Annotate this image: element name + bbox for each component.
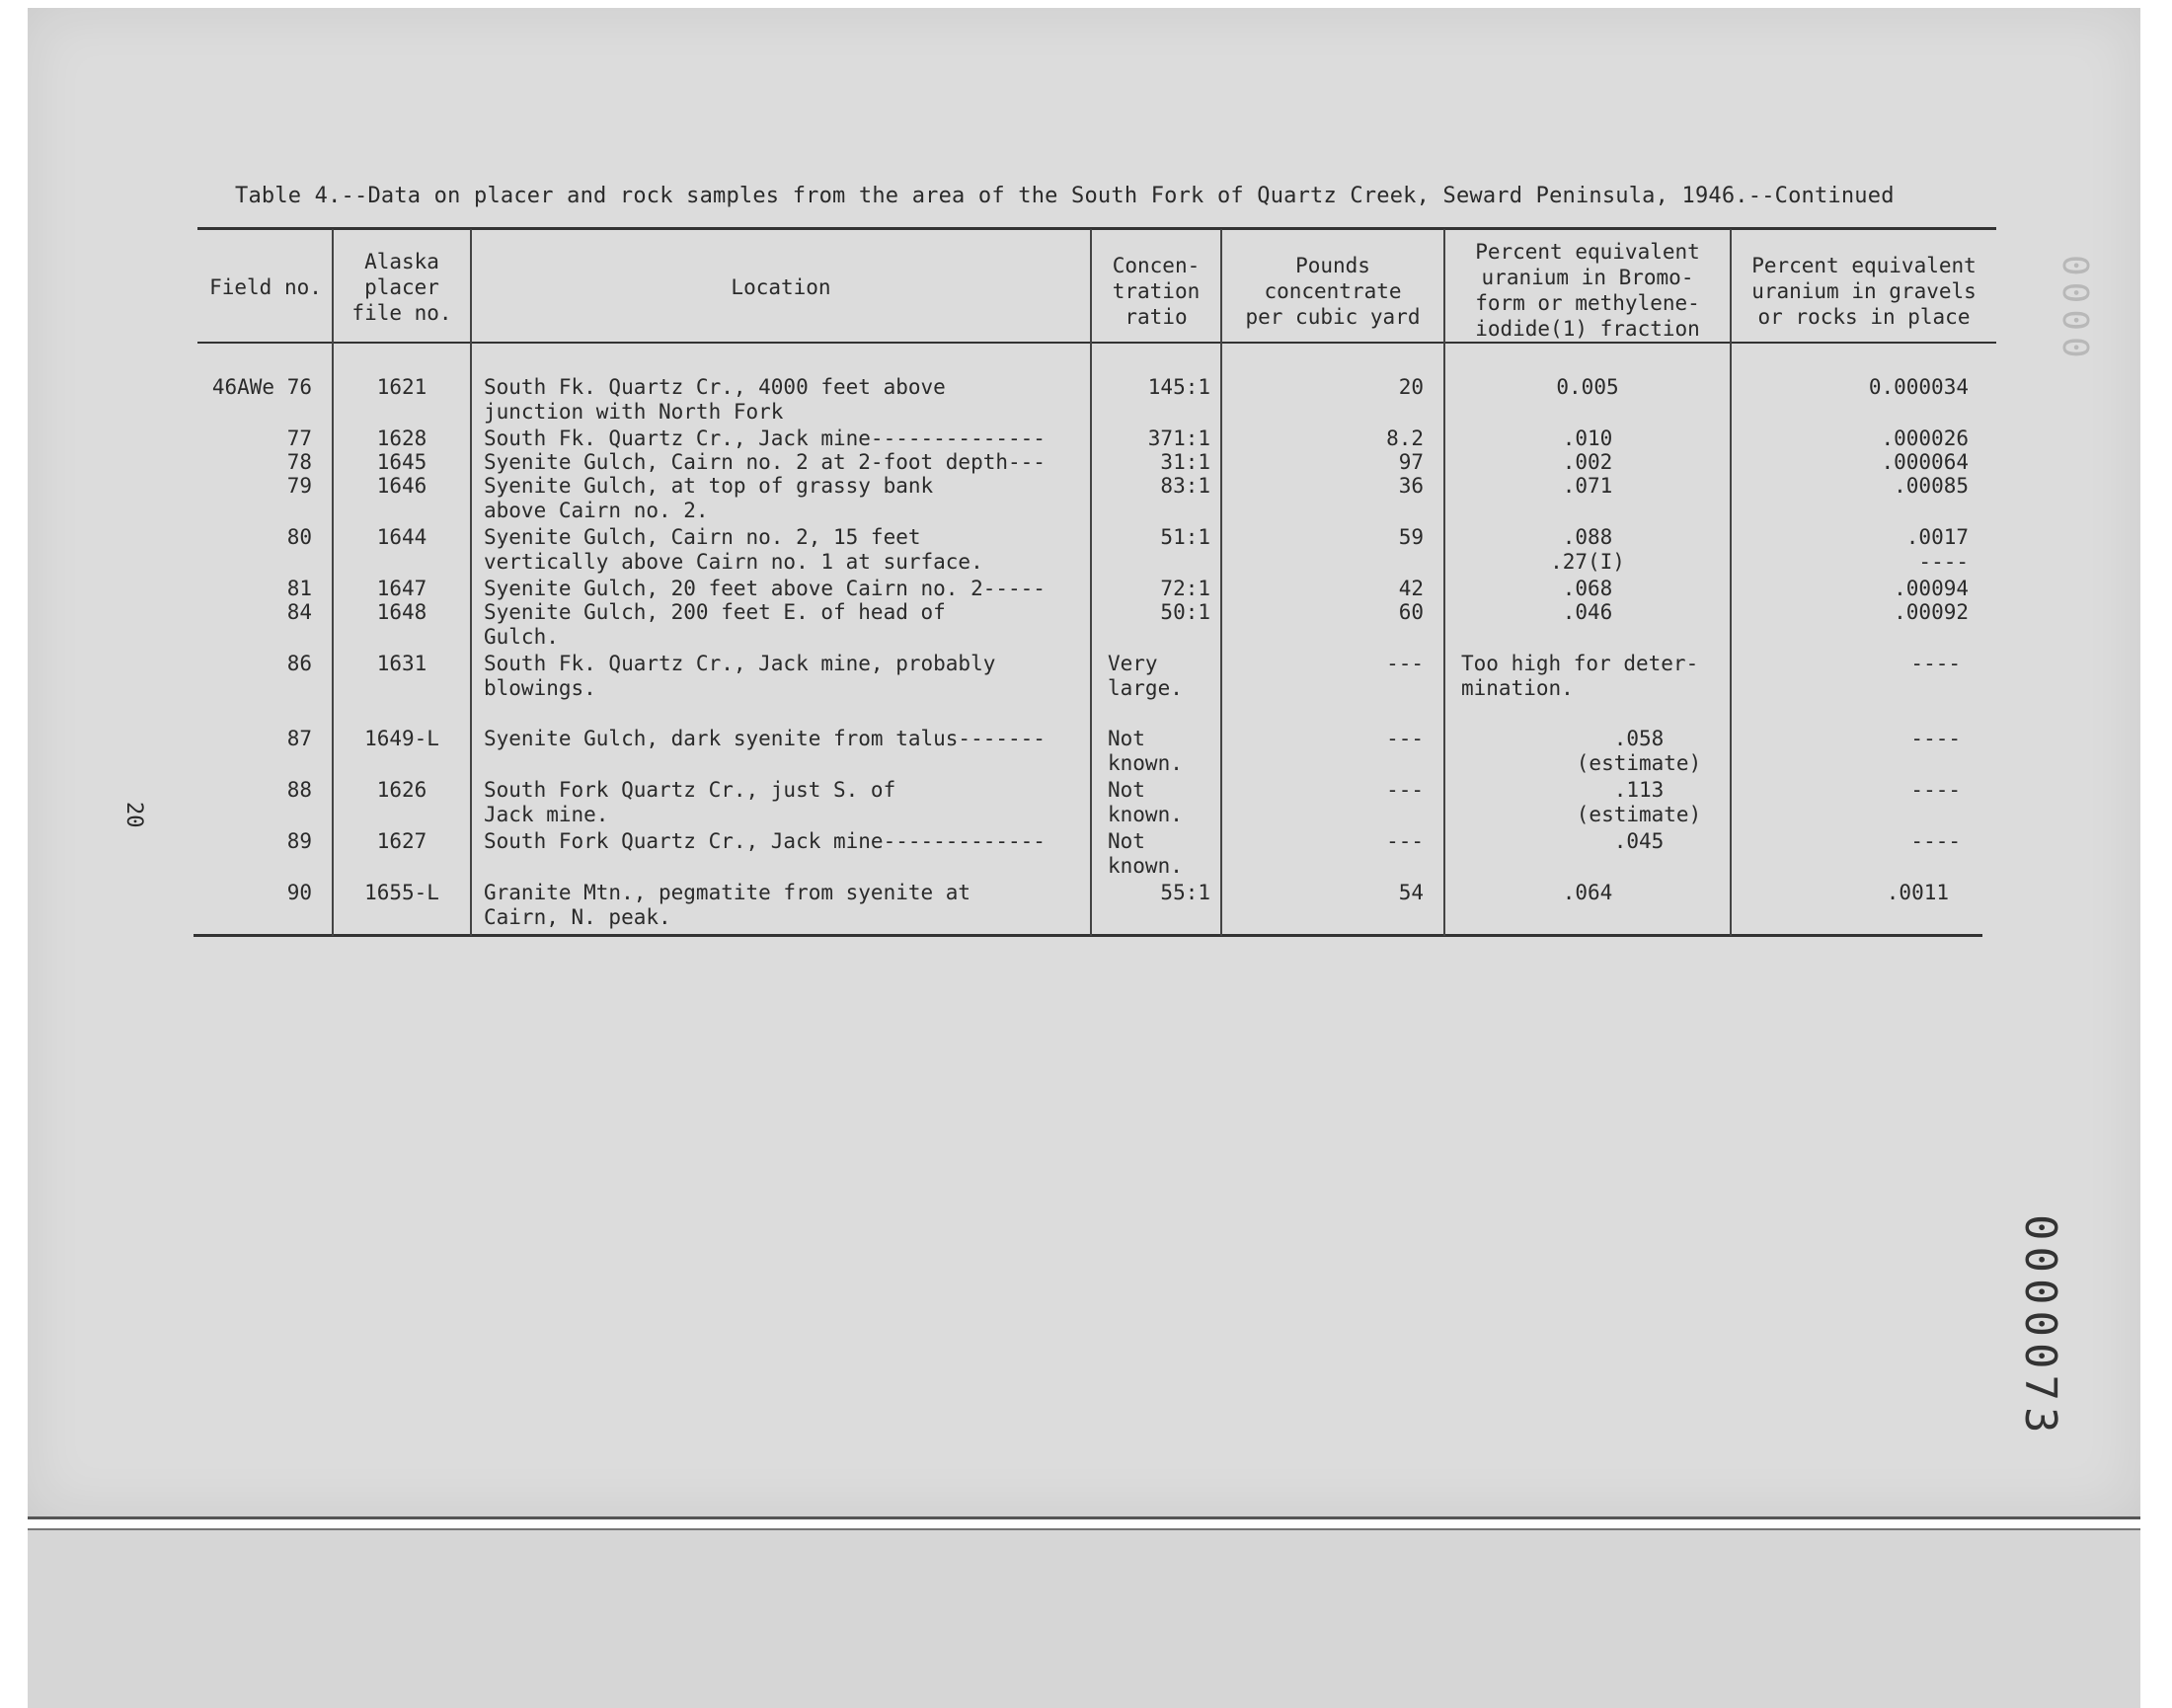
cell-field-no: 77 (286, 427, 312, 450)
cell-gravels: .000064 (1881, 450, 1969, 474)
cell-location: Syenite Gulch, 200 feet E. of head of Gulch. (484, 600, 946, 649)
cell-field-no: 46AWe 76 (211, 375, 312, 399)
cell-placer-file: 1627 (376, 829, 427, 853)
cell-gravels: .000026 (1881, 427, 1969, 450)
cell-location: Syenite Gulch, dark syenite from talus------- (484, 727, 1046, 750)
cell-fraction: .064 (1562, 881, 1613, 904)
cell-pounds: 54 (1398, 881, 1424, 904)
cell-location: South Fork Quartz Cr., just S. of Jack mine. (484, 778, 896, 826)
cell-field-no: 84 (286, 600, 312, 624)
cell-pounds: 20 (1398, 375, 1424, 399)
cell-pounds: 36 (1398, 474, 1424, 498)
header-field-no: Field no. (209, 275, 322, 299)
cell-pounds: --- (1386, 727, 1424, 750)
cell-fraction: .071 (1562, 474, 1613, 498)
cell-fraction: .088 .27(I) (1550, 525, 1625, 574)
cell-gravels: .0011 (1886, 881, 1949, 904)
document-stamp-number: 0000073 (2015, 1214, 2065, 1439)
cell-pounds: 97 (1398, 450, 1424, 474)
cell-gravels: ---- (1910, 727, 1961, 750)
cell-placer-file: 1631 (376, 652, 427, 675)
cell-field-no: 78 (286, 450, 312, 474)
cell-location: Syenite Gulch, Cairn no. 2, 15 feet vertically above Cairn no. 1 at surface. (484, 525, 983, 574)
cell-placer-file: 1647 (376, 577, 427, 600)
cell-field-no: 80 (286, 525, 312, 549)
header-placer-file: Alaska placer file no. (351, 250, 452, 325)
cell-ratio: 72:1 (1160, 577, 1210, 600)
cell-fraction: .002 (1562, 450, 1613, 474)
cell-field-no: 88 (286, 778, 312, 802)
cell-gravels: .00094 (1894, 577, 1969, 600)
cell-location: South Fork Quartz Cr., Jack mine------------- (484, 829, 1046, 853)
header-percent-gravels: Percent equivalent uranium in gravels or rocks in place (1751, 254, 1977, 329)
cell-pounds: --- (1386, 829, 1424, 853)
cell-gravels: ---- (1910, 829, 1961, 853)
cell-pounds: 60 (1398, 600, 1424, 624)
cell-ratio: 145:1 (1147, 375, 1210, 399)
cell-location: Granite Mtn., pegmatite from syenite at Cairn, N. peak. (484, 881, 971, 929)
column-divider (470, 229, 472, 936)
cell-fraction: 0.005 (1556, 375, 1619, 399)
cell-placer-file: 1621 (376, 375, 427, 399)
cell-ratio: 50:1 (1160, 600, 1210, 624)
cell-placer-file: 1646 (376, 474, 427, 498)
cell-ratio: Not known. (1108, 727, 1183, 775)
cell-pounds: 8.2 (1386, 427, 1424, 450)
header-location: Location (731, 275, 831, 299)
cell-fraction: .058 (estimate) (1576, 727, 1702, 775)
cell-gravels: 0.000034 (1868, 375, 1969, 399)
cell-gravels: .00092 (1894, 600, 1969, 624)
cell-placer-file: 1645 (376, 450, 427, 474)
cell-ratio: 83:1 (1160, 474, 1210, 498)
cell-placer-file: 1628 (376, 427, 427, 450)
cell-ratio: Not known. (1108, 778, 1183, 826)
faded-stamp-number: 0000 (2055, 255, 2095, 364)
cell-pounds: 42 (1398, 577, 1424, 600)
cell-fraction: .068 (1562, 577, 1613, 600)
cell-location: South Fk. Quartz Cr., Jack mine, probably blowings. (484, 652, 996, 700)
header-concentration-ratio: Concen- tration ratio (1112, 254, 1201, 329)
cell-placer-file: 1644 (376, 525, 427, 549)
cell-field-no: 90 (286, 881, 312, 904)
cell-gravels: ---- (1910, 652, 1961, 675)
cell-ratio: 51:1 (1160, 525, 1210, 549)
cell-field-no: 87 (286, 727, 312, 750)
cell-placer-file: 1648 (376, 600, 427, 624)
cell-pounds: --- (1386, 778, 1424, 802)
table-bottom-rule (194, 934, 1982, 937)
cell-field-no: 89 (286, 829, 312, 853)
cell-location: Syenite Gulch, at top of grassy bank above Cairn no. 2. (484, 474, 934, 522)
cell-placer-file: 1626 (376, 778, 427, 802)
document-page (28, 8, 2140, 1519)
cell-gravels: .00085 (1894, 474, 1969, 498)
cell-fraction: .113 (estimate) (1576, 778, 1702, 826)
cell-ratio: 55:1 (1160, 881, 1210, 904)
cell-fraction: .046 (1562, 600, 1613, 624)
cell-location: South Fk. Quartz Cr., Jack mine-------------- (484, 427, 1046, 450)
next-page-edge (28, 1528, 2140, 1708)
cell-fraction: .010 (1562, 427, 1613, 450)
cell-location: Syenite Gulch, 20 feet above Cairn no. 2----- (484, 577, 1046, 600)
cell-ratio: Not known. (1108, 829, 1183, 878)
cell-gravels: .0017 ---- (1905, 525, 1969, 574)
cell-placer-file: 1655-L (364, 881, 439, 904)
cell-pounds: --- (1386, 652, 1424, 675)
cell-pounds: 59 (1398, 525, 1424, 549)
cell-field-no: 79 (286, 474, 312, 498)
cell-fraction: Too high for deter- mination. (1461, 652, 1699, 700)
cell-ratio: 371:1 (1147, 427, 1210, 450)
cell-placer-file: 1649-L (364, 727, 439, 750)
cell-fraction: .045 (1613, 829, 1665, 853)
header-bottom-rule (197, 342, 1996, 344)
cell-field-no: 86 (286, 652, 312, 675)
cell-field-no: 81 (286, 577, 312, 600)
cell-ratio: Very large. (1108, 652, 1183, 700)
cell-ratio: 31:1 (1160, 450, 1210, 474)
cell-location: Syenite Gulch, Cairn no. 2 at 2-foot depth--- (484, 450, 1046, 474)
header-percent-fraction: Percent equivalent uranium in Bromo- form or methylene- iodide(1) fraction (1475, 240, 1700, 341)
table-top-rule (197, 227, 1996, 230)
page-number: 20 (121, 802, 146, 828)
header-pounds-concentrate: Pounds concentrate per cubic yard (1245, 254, 1421, 329)
cell-location: South Fk. Quartz Cr., 4000 feet above junction with North Fork (484, 375, 946, 424)
cell-gravels: ---- (1910, 778, 1961, 802)
table-title: Table 4.--Data on placer and rock samples from the area of the South Fork of Quartz Creek, Seward Peninsula, 1946.--Continued (235, 184, 1895, 208)
